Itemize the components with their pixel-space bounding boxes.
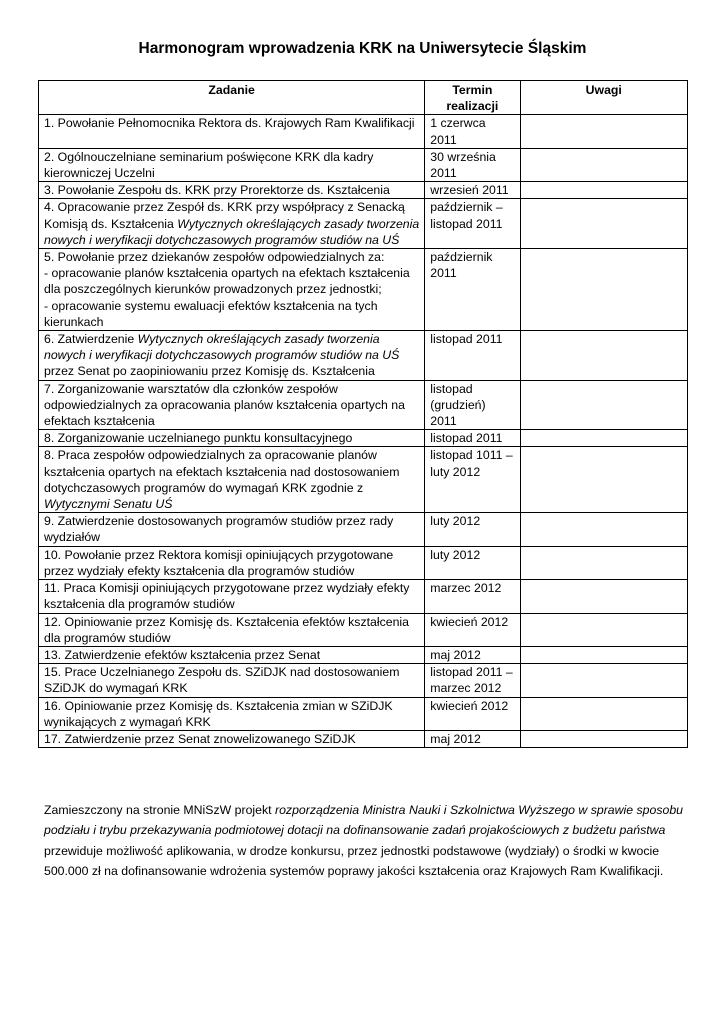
term-cell: marzec 2012 bbox=[425, 580, 520, 613]
text-segment: 10. Powołanie przez Rektora komisji opiniujących przygotowane przez wydziały efekty kształcenia dla programów studiów bbox=[44, 547, 394, 578]
notes-cell bbox=[520, 664, 688, 697]
notes-cell bbox=[520, 199, 688, 249]
text-segment: 11. Praca Komisji opiniujących przygotowane przez wydziały efekty kształcenia dla programów studiów bbox=[44, 581, 410, 612]
table-row bbox=[39, 447, 688, 513]
task-cell bbox=[39, 249, 425, 331]
text-segment: 9. Zatwierdzenie dostosowanych programów studiów przez rady wydziałów bbox=[44, 514, 394, 545]
task-cell bbox=[39, 199, 425, 249]
notes-cell bbox=[520, 115, 688, 148]
notes-cell bbox=[520, 580, 688, 613]
task-cell bbox=[39, 730, 425, 747]
header-notes: Uwagi bbox=[520, 81, 688, 115]
task-cell bbox=[39, 182, 425, 199]
table-row bbox=[39, 613, 688, 646]
term-cell: kwiecień 2012 bbox=[425, 697, 520, 730]
notes-cell bbox=[520, 380, 688, 430]
table-row bbox=[39, 697, 688, 730]
notes-cell bbox=[520, 546, 688, 579]
text-segment: 4. Opracowanie przez Zespół ds. KRK przy współpracy z Senacką Komisją ds. Kształcenia bbox=[44, 200, 405, 231]
text-segment: 7. Zorganizowanie warsztatów dla członków zespołów odpowiedzialnych za opracowania planów kształcenia opartych na efektach kształcenia bbox=[44, 381, 405, 429]
notes-cell bbox=[520, 513, 688, 546]
table-row bbox=[39, 513, 688, 546]
term-cell: październik 2011 bbox=[425, 249, 520, 331]
term-cell: październik – listopad 2011 bbox=[425, 199, 520, 249]
schedule-table bbox=[38, 80, 688, 748]
task-cell bbox=[39, 148, 425, 181]
table-row bbox=[39, 182, 688, 199]
italic-text: Wytycznymi Senatu UŚ bbox=[44, 497, 173, 512]
term-cell: kwiecień 2012 bbox=[425, 613, 520, 646]
text-segment: 12. Opiniowanie przez Komisję ds. Kształcenia efektów kształcenia dla programów studiów bbox=[44, 614, 409, 645]
table-header-row bbox=[39, 81, 688, 115]
table-row bbox=[39, 664, 688, 697]
task-cell bbox=[39, 380, 425, 430]
term-cell: listopad 2011 bbox=[425, 430, 520, 447]
task-cell bbox=[39, 546, 425, 579]
task-cell bbox=[39, 331, 425, 381]
notes-cell bbox=[520, 447, 688, 513]
term-cell: 30 września 2011 bbox=[425, 148, 520, 181]
table-row bbox=[39, 380, 688, 430]
term-cell: maj 2012 bbox=[425, 646, 520, 663]
text-segment: 8. Praca zespołów odpowiedzialnych za opracowanie planów kształcenia opartych na efektach kształcenia nad dostosowaniem dotychczasowych programów do wymagań KRK zgodnie z bbox=[44, 448, 400, 495]
table-row bbox=[39, 730, 688, 747]
table-row bbox=[39, 546, 688, 579]
term-cell: listopad (grudzień) 2011 bbox=[425, 380, 520, 430]
table-row bbox=[39, 430, 688, 447]
text-segment: 5. Powołanie przez dziekanów zespołów odpowiedzialnych za: bbox=[44, 250, 385, 265]
notes-cell bbox=[520, 430, 688, 447]
task-cell bbox=[39, 613, 425, 646]
italic-text: Wytycznych określających zasady tworzenia nowych i weryfikacji dotychczasowych programów studiów na UŚ bbox=[44, 332, 400, 363]
task-cell bbox=[39, 646, 425, 663]
text-segment: 2. Ogólnouczelniane seminarium poświęcone KRK dla kadry kierowniczej Uczelni bbox=[44, 149, 374, 181]
task-cell bbox=[39, 664, 425, 697]
italic-text: Wytycznych określających zasady tworzenia nowych i weryfikacji dotychczasowych programów studiów na UŚ bbox=[44, 216, 420, 247]
term-cell: maj 2012 bbox=[425, 730, 520, 747]
task-cell bbox=[39, 697, 425, 730]
notes-cell bbox=[520, 730, 688, 747]
text-segment: przez Senat po zaopiniowaniu przez Komisję ds. Kształcenia bbox=[44, 364, 375, 379]
text-segment: 17. Zatwierdzenie przez Senat znowelizowanego SZiDJK bbox=[44, 731, 356, 746]
notes-cell bbox=[520, 646, 688, 663]
task-cell bbox=[39, 580, 425, 613]
table-row bbox=[39, 199, 688, 249]
text-segment: 16. Opiniowanie przez Komisję ds. Kształcenia zmian w SZiDJK wynikających z wymagań KRK bbox=[44, 698, 393, 729]
task-cell bbox=[39, 513, 425, 546]
notes-cell bbox=[520, 697, 688, 730]
table-row bbox=[39, 115, 688, 148]
text-segment: 15. Prace Uczelnianego Zespołu ds. SZiDJK nad dostosowaniem SZiDJK do wymagań KRK bbox=[44, 665, 400, 696]
header-task: Zadanie bbox=[39, 81, 425, 115]
notes-cell bbox=[520, 249, 688, 331]
term-cell: wrzesień 2011 bbox=[425, 182, 520, 199]
text-segment: 13. Zatwierdzenie efektów kształcenia przez Senat bbox=[44, 647, 321, 662]
page-title: Harmonogram wprowadzenia KRK na Uniwersytecie Śląskim bbox=[138, 40, 587, 57]
table-row bbox=[39, 331, 688, 381]
table-row bbox=[39, 249, 688, 331]
schedule-body bbox=[39, 115, 688, 748]
table-row bbox=[39, 148, 688, 181]
text-segment: 1. Powołanie Pełnomocnika Rektora ds. Krajowych Ram Kwalifikacji bbox=[44, 116, 415, 131]
notes-cell bbox=[520, 331, 688, 381]
text-segment: Zamieszczony na stronie MNiSzW projekt bbox=[44, 803, 275, 817]
notes-cell bbox=[520, 613, 688, 646]
header-term: Termin realizacji bbox=[425, 81, 520, 115]
term-cell: listopad 2011 – marzec 2012 bbox=[425, 664, 520, 697]
task-cell bbox=[39, 115, 425, 148]
text-segment: - opracowanie planów kształcenia opartych na efektach kształcenia dla poszczególnych kierunków prowadzonych przez jednostki; bbox=[44, 266, 410, 297]
italic-text: rozporządzenia Ministra Nauki i Szkolnictwa Wyższego w sprawie sposobu podziału i trybu przekazywania podmiotowej dotacji na dofinansowanie zadań projakościowych z budżetu państwa bbox=[44, 803, 683, 838]
term-cell: listopad 1011 – luty 2012 bbox=[425, 447, 520, 513]
term-cell: 1 czerwca 2011 bbox=[425, 115, 520, 148]
text-segment: - opracowanie systemu ewaluacji efektów kształcenia na tych kierunkach bbox=[44, 298, 378, 329]
task-cell bbox=[39, 447, 425, 513]
notes-cell bbox=[520, 182, 688, 199]
text-segment: przewiduje możliwość aplikowania, w drodze konkursu, przez jednostki podstawowe (wydziały) o środki w kwocie 500.000 zł na dofinansowanie wdrożenia systemów poprawy jakości kształcenia oraz Krajowych Ram Kwalifikacji. bbox=[44, 843, 664, 879]
text-segment: 8. Zorganizowanie uczelnianego punktu konsultacyjnego bbox=[44, 431, 353, 446]
notes-cell bbox=[520, 148, 688, 181]
term-cell: luty 2012 bbox=[425, 546, 520, 579]
table-row bbox=[39, 646, 688, 663]
footer-note bbox=[44, 800, 684, 882]
term-cell: luty 2012 bbox=[425, 513, 520, 546]
task-cell bbox=[39, 430, 425, 447]
table-row bbox=[39, 580, 688, 613]
term-cell: listopad 2011 bbox=[425, 331, 520, 381]
text-segment: 3. Powołanie Zespołu ds. KRK przy Prorektorze ds. Kształcenia bbox=[44, 183, 390, 198]
text-segment: 6. Zatwierdzenie bbox=[44, 332, 138, 347]
